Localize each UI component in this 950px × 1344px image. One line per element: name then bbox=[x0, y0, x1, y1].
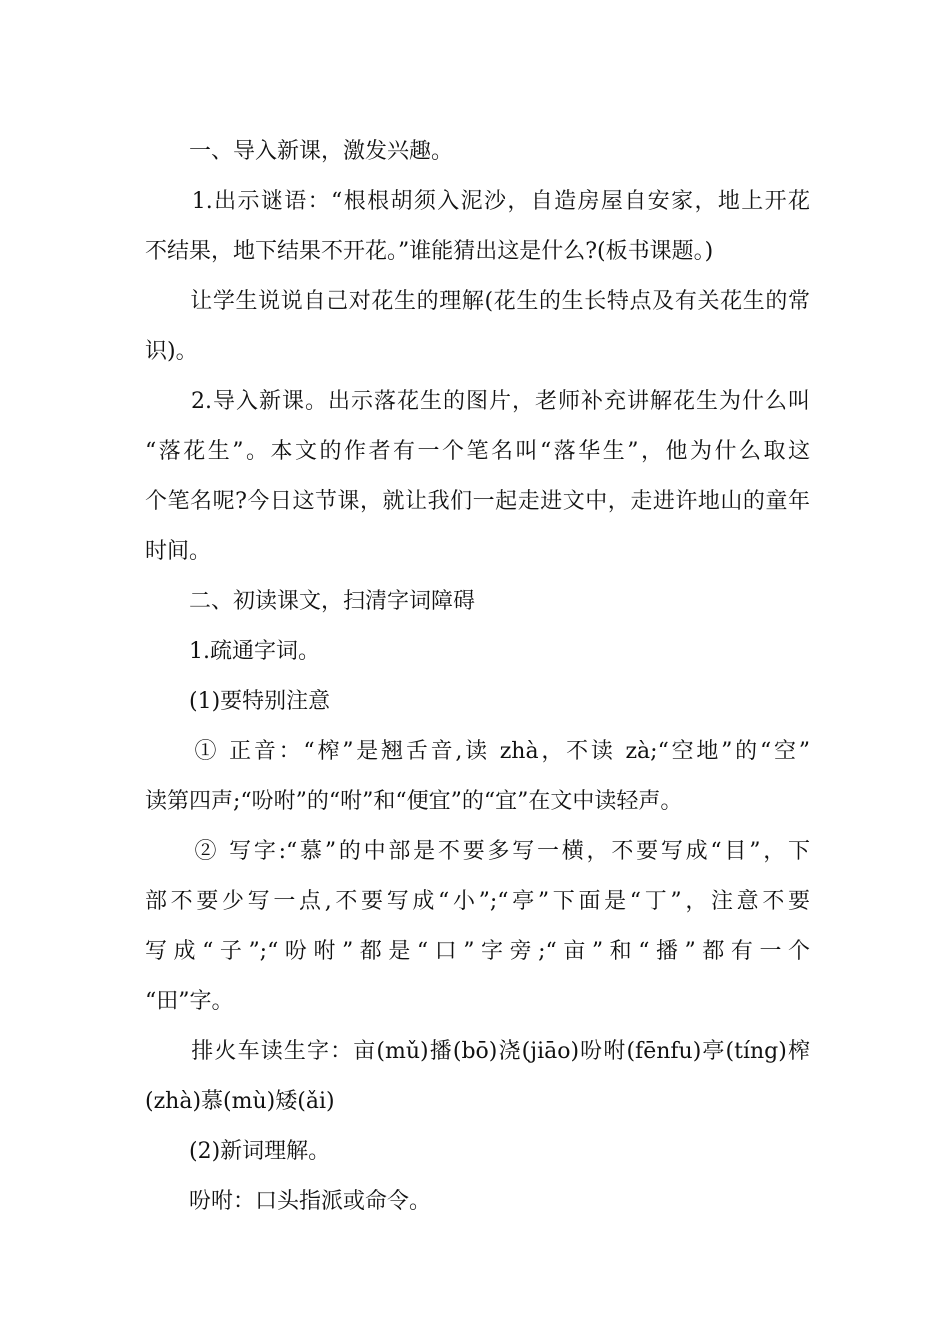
section-heading: 二、初读课文，扫清字词障碍 bbox=[145, 589, 476, 614]
paragraph-line: (2)新词理解。 bbox=[145, 1139, 331, 1164]
paragraph-line: 写成“子”;“吩咐”都是“口”字旁;“亩”和“播”都有一个 bbox=[145, 939, 810, 964]
paragraph-line: 部不要少写一点,不要写成“小”;“亭”下面是“丁”，注意不要 bbox=[145, 889, 810, 914]
paragraph-line: “田”字。 bbox=[145, 989, 234, 1014]
paragraph-line: 排火车读生字：亩(mǔ)播(bō)浇(jiāo)吩咐(fēnfu)亭(tíng)榨 bbox=[145, 1039, 810, 1064]
paragraph-line: 读第四声;“吩咐”的“咐”和“便宜”的“宜”在文中读轻声。 bbox=[145, 789, 683, 814]
paragraph-line: 吩咐：口头指派或命令。 bbox=[145, 1189, 432, 1214]
paragraph-line: 2.导入新课。出示落花生的图片，老师补充讲解花生为什么叫 bbox=[145, 389, 810, 414]
paragraph-line: 时间。 bbox=[145, 539, 212, 564]
paragraph-line: ② 写字:“慕”的中部是不要多写一横，不要写成“目”，下 bbox=[145, 839, 810, 864]
paragraph-line: 1.疏通字词。 bbox=[145, 639, 320, 664]
paragraph-line: (zhà)慕(mù)矮(ǎi) bbox=[145, 1089, 335, 1114]
paragraph-line: ① 正音：“榨”是翘舌音,读 zhà，不读 zà;“空地”的“空” bbox=[145, 739, 810, 764]
paragraph-line: 个笔名呢?今日这节课，就让我们一起走进文中，走进许地山的童年 bbox=[145, 489, 810, 514]
paragraph-line: 让学生说说自己对花生的理解(花生的生长特点及有关花生的常 bbox=[145, 289, 810, 314]
paragraph-line: (1)要特别注意 bbox=[145, 689, 331, 714]
paragraph-line: 不结果，地下结果不开花。”谁能猜出这是什么?(板书课题。) bbox=[145, 239, 714, 264]
paragraph-line: “落花生”。本文的作者有一个笔名叫“落华生”，他为什么取这 bbox=[145, 439, 810, 464]
section-heading: 一、导入新课，激发兴趣。 bbox=[145, 139, 454, 164]
paragraph-line: 识)。 bbox=[145, 339, 198, 364]
paragraph-line: 1.出示谜语：“根根胡须入泥沙，自造房屋自安家，地上开花 bbox=[145, 189, 810, 214]
